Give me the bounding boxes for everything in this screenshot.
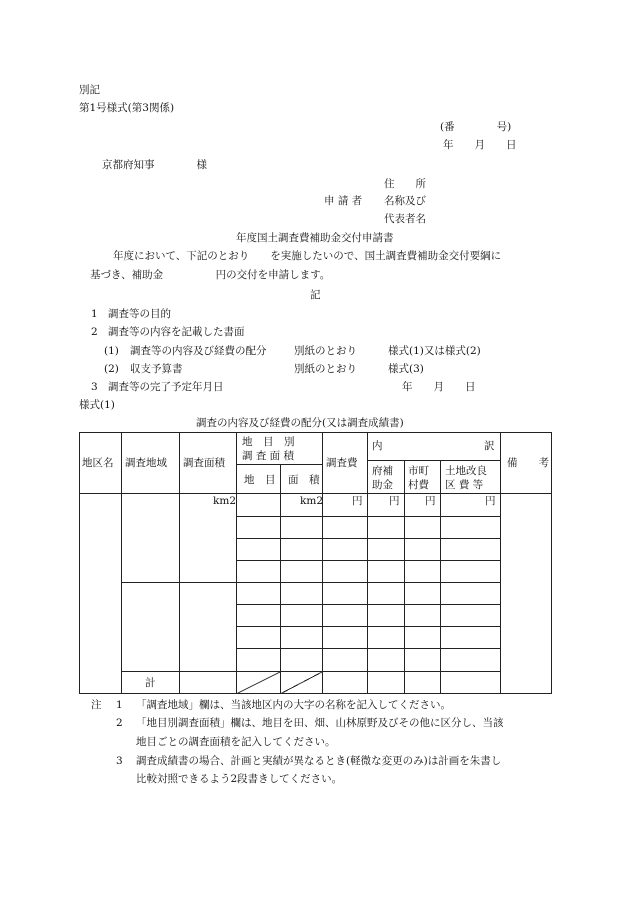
addressee: 京都府知事 様 — [102, 159, 207, 171]
note-text: 調査成績書の場合、計画と実績が異なるとき(軽微な変更のみ)は計画を朱書し — [136, 755, 502, 767]
unit-yen: 円 — [425, 495, 436, 507]
header-area: 面 積 — [288, 474, 320, 486]
document-title: 年度国土調査費補助金交付申請書 — [236, 232, 394, 244]
item-number: (2) — [104, 363, 119, 375]
unit-yen: 円 — [352, 495, 363, 507]
document-date-line: 年 月 日 — [443, 139, 517, 151]
header-by-land-type: 地 目 別 — [242, 436, 295, 448]
item-text: 収支予算書 — [130, 363, 183, 375]
header-district: 地区名 — [82, 457, 114, 469]
header-land-improvement-1: 土地改良 — [445, 465, 487, 477]
bekki-label: 別記 — [79, 84, 100, 96]
header-remarks: 備 考 — [507, 457, 549, 469]
allocation-table — [79, 432, 552, 694]
item-text: 調査等の目的 — [108, 308, 171, 320]
address-label: 住 所 — [384, 178, 426, 190]
header-by-land-area: 調 査 面 積 — [242, 450, 295, 462]
body-line-1: 年度において、下記のとおり を実施したいので、国土調査費補助金交付要綱に — [113, 250, 502, 262]
representative-label: 代表者名 — [384, 213, 426, 225]
item-text: 調査等の内容及び経費の配分 — [130, 345, 267, 357]
header-city-cost-1: 市町 — [408, 465, 429, 477]
item-reference: 別紙のとおり — [294, 345, 357, 357]
item-text: 調査等の内容を記載した書面 — [108, 326, 245, 338]
item-reference: 別紙のとおり — [294, 363, 357, 375]
header-survey-region: 調査地域 — [125, 457, 167, 469]
header-survey-cost: 調査費 — [326, 457, 358, 469]
name-label: 名称及び — [384, 195, 426, 207]
note-number: 2 — [116, 717, 123, 729]
table-title: 調査の内容及び経費の配分(又は調査成績書) — [196, 417, 404, 429]
document-number-line: (番 号) — [440, 121, 512, 133]
unit-yen: 円 — [389, 495, 400, 507]
item-number: 3 — [91, 381, 98, 393]
form-number: 第1号様式(第3関係) — [79, 102, 175, 114]
item-date: 年 月 日 — [402, 381, 476, 393]
note-text: 「調査地域」欄は、当該地区内の大字の名称を記入してください。 — [136, 699, 451, 711]
item-form: 様式(1)又は様式(2) — [388, 345, 481, 357]
header-pref-subsidy-2: 助金 — [372, 479, 393, 491]
item-form: 様式(3) — [388, 363, 424, 375]
unit-km2: km2 — [213, 495, 236, 507]
header-breakdown-wake: 訳 — [484, 440, 495, 452]
body-line-2: 基づき、補助金 円の交付を申請します。 — [90, 269, 331, 281]
header-survey-area: 調査面積 — [183, 457, 225, 469]
header-land-type: 地 目 — [244, 474, 276, 486]
note-number: 1 — [116, 699, 123, 711]
unit-yen: 円 — [485, 495, 496, 507]
note-text: 地目ごとの調査面積を記入してください。 — [136, 736, 336, 748]
header-land-improvement-2: 区 費 等 — [445, 479, 484, 491]
item-number: (1) — [104, 345, 119, 357]
item-text: 調査等の完了予定年月日 — [108, 381, 224, 393]
header-city-cost-2: 村費 — [408, 479, 429, 491]
applicant-label: 申 請 者 — [324, 195, 363, 207]
header-breakdown-uchi: 内 — [372, 440, 383, 452]
note-text: 「地目別調査面積」欄は、地目を田、畑、山林原野及びその他に区分し、当該 — [136, 717, 504, 729]
ki-label: 記 — [310, 289, 321, 301]
note-text: 比較対照できるよう2段書きしてください。 — [136, 773, 343, 785]
note-number: 3 — [116, 755, 123, 767]
notes-label: 注 — [91, 699, 102, 711]
item-number: 2 — [91, 326, 98, 338]
header-pref-subsidy-1: 府補 — [372, 465, 393, 477]
total-label: 計 — [145, 677, 156, 689]
form1-label: 様式(1) — [79, 399, 115, 411]
unit-km2: km2 — [300, 495, 323, 507]
item-number: 1 — [91, 308, 98, 320]
